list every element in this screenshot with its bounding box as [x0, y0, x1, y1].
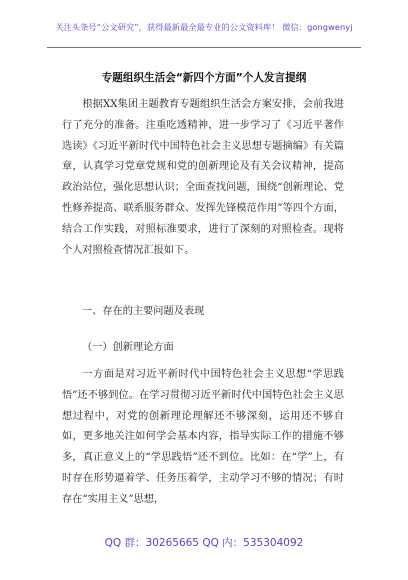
- intro-paragraph-text: 根据XX集团主题教育专题组织生活会方案安排，会前我进行了充分的准备。注重吃透精神，进一步学习了《习近平著作选读》《习近平新时代中国特色社会主义思想专题摘编》有关篇章，认真学习党章党规和党的创新理论及有关会议精神，提高政治站位，强化思想认识；全面查找问题，围绕“创新理论、党性修养提高、联系服务群众、发挥先锋模范作用”等四个方面，结合工作实践，对照标准要求，进行了深刻的对照检查。现将个人对照检查情况汇报如下。: [62, 99, 344, 256]
- footer-qq-info: QQ 群：30265665 QQ 内：535304092: [104, 537, 304, 549]
- intro-paragraph: [62, 95, 344, 261]
- theory-paragraph-text: 一方面是对习近平新时代中国特色社会主义思想“学思践悟”还不够到位。在学习贯彻习近平新时代中国特色社会主义思想过程中，对党的创新理论理解还不够深刻，运用还不够自如，更多地关注如何学会基本内容，指导实际工作的措施不够多，真正意义上的“学思践悟”还不到位。比如：在“学”上，有时存在形势逼着学、任务压着学，主动学习不够的情况；有时存在“实用主义”思想，: [62, 369, 344, 505]
- subsection-heading-theory: （一）创新理论方面: [82, 342, 174, 353]
- theory-paragraph: [62, 365, 344, 511]
- document-title: 专题组织生活会“新四个方面”个人发言提纲: [101, 72, 307, 84]
- section-heading-problems: 一、存在的主要问题及表现: [82, 306, 205, 317]
- header-divider: [47, 47, 361, 48]
- header-banner: 关注头条号“公文研究”，获得最新最全最专业的公文资料库！ 微信：gongwenyj: [55, 22, 353, 32]
